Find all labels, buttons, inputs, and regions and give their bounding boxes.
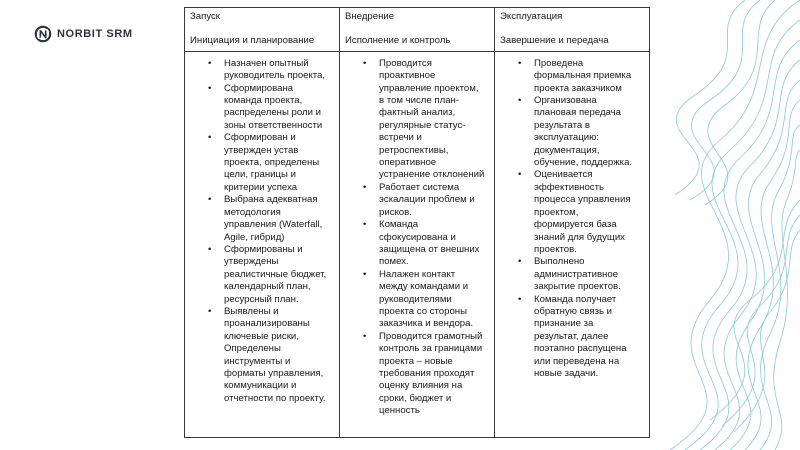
logo-text: NORBIT SRM: [57, 28, 133, 40]
list-item: • Выбрана адекватная методология управления (Waterfall, Agile, гибрид): [202, 194, 334, 244]
norbit-logo-icon: [34, 25, 52, 43]
decorative-contour-lines: [650, 0, 800, 450]
list-item: • Оценивается эффективность процесса управления проектом, формируется база знаний для будущих проектов.: [512, 169, 644, 256]
phase-subtitle: Исполнение и контроль: [345, 35, 451, 47]
column-header-implementation: [340, 8, 495, 52]
list-item: • Назначен опытный руководитель проекта,: [202, 58, 334, 83]
phase-title: Запуск: [190, 11, 221, 22]
phase-subtitle: Инициация и планирование: [190, 35, 315, 47]
list-item: • Организована плановая передача результата в эксплуатацию: документация, обучение, поддержка.: [512, 95, 644, 169]
list-item: • Проведена формальная приемка проекта заказчиком: [512, 58, 644, 95]
list-item: • Команда сфокусирована и защищена от внешних помех.: [357, 219, 489, 269]
phase-subtitle: Завершение и передача: [500, 35, 609, 47]
column-header-operation: [495, 8, 650, 52]
implementation-cell: [340, 51, 495, 437]
list-item: • Выявлены и проанализированы ключевые риски, Определены инструменты и форматы управления, коммуникации и отчетности по проекту.: [202, 306, 334, 405]
column-header-launch: [185, 8, 340, 52]
table-body-row: [185, 51, 650, 437]
list-item: • Проводится проактивное управление проектом, в том числе план-фактный анализ, регулярные статус-встречи и ретроспективы, оперативное устранение отклонений: [357, 58, 489, 182]
launch-list: [190, 58, 334, 405]
list-item: • Команда получает обратную связь и признание за результат, далее поэтапно распущена или переведена на новые задачи.: [512, 294, 644, 381]
operation-cell: [495, 51, 650, 437]
list-item: • Проводится грамотный контроль за границами проекта – новые требования проходят оценку влияния на сроки, бюджет и ценность: [357, 331, 489, 418]
list-item: • Налажен контакт между командами и руководителями проекта со стороны заказчика и вендора.: [357, 269, 489, 331]
phase-title: Внедрение: [345, 11, 395, 22]
implementation-list: [345, 58, 489, 418]
phase-title: Эксплуатация: [500, 11, 563, 22]
list-item: • Сформирована команда проекта, распределены роли и зоны ответственности: [202, 83, 334, 133]
table-header-row: [185, 8, 650, 52]
launch-cell: [185, 51, 340, 437]
phases-table: [184, 7, 650, 438]
norbit-logo: [34, 25, 133, 43]
operation-list: [500, 58, 644, 381]
list-item: • Выполнено административное закрытие проектов.: [512, 256, 644, 293]
list-item: • Работает система эскалации проблем и рисков.: [357, 182, 489, 219]
list-item: • Сформирован и утвержден устав проекта, определены цели, границы и критерии успеха: [202, 132, 334, 194]
list-item: • Сформированы и утверждены реалистичные бюджет, календарный план, ресурсный план.: [202, 244, 334, 306]
